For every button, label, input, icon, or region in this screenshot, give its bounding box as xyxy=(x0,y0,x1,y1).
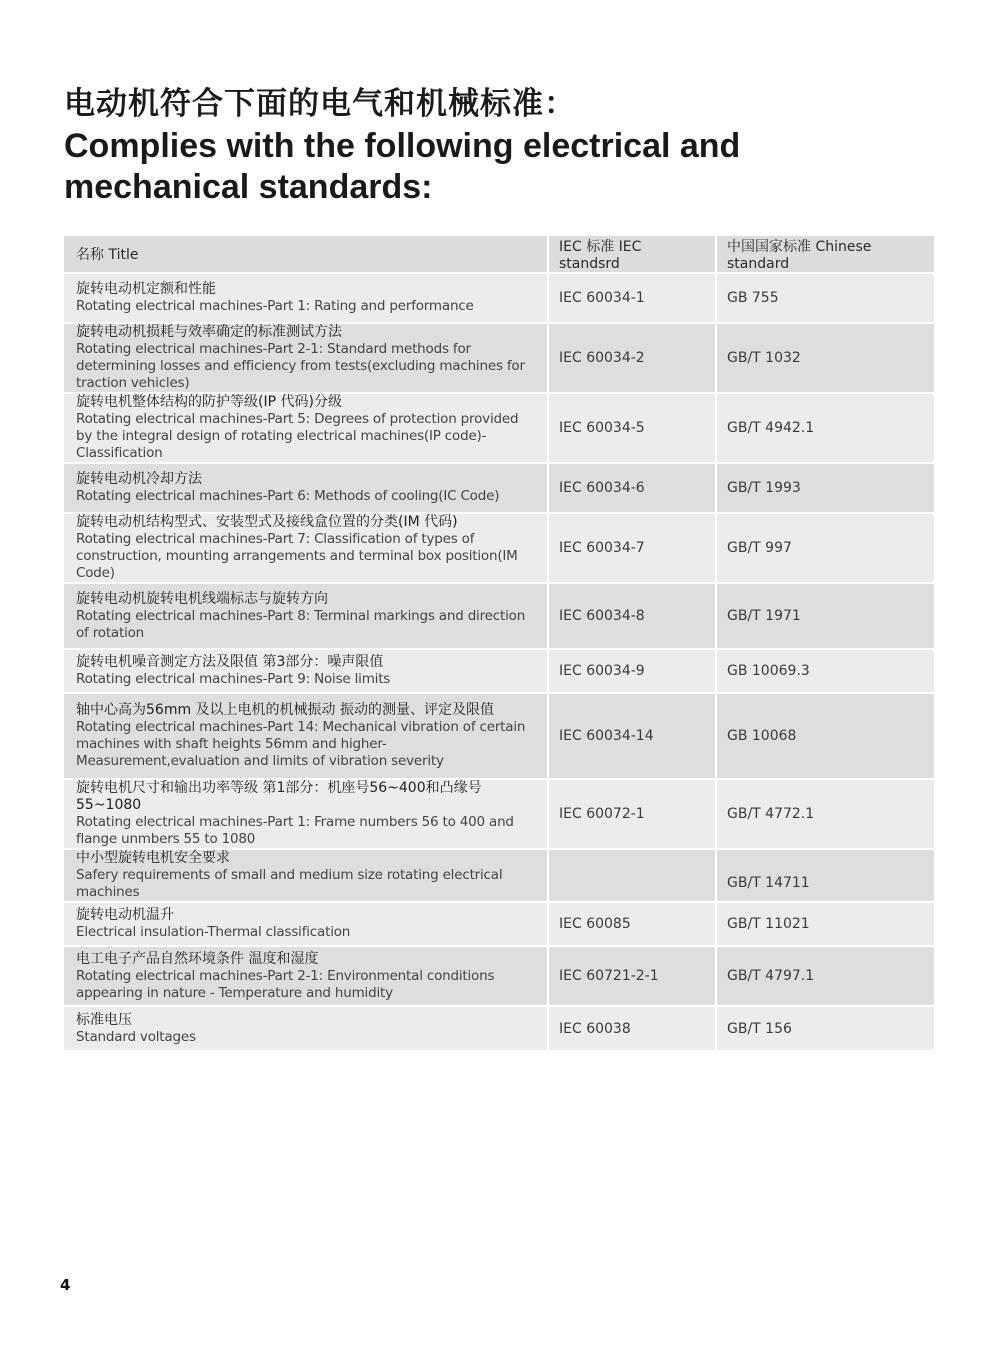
standards-table xyxy=(64,236,934,1050)
title-cell xyxy=(64,902,548,946)
table-row xyxy=(64,583,934,649)
title-chinese: 标准电压 xyxy=(76,1011,132,1028)
heading-chinese: 电动机符合下面的电气和机械标准： xyxy=(64,86,576,122)
iec-standard-cell: IEC 60072-1 xyxy=(548,779,716,849)
title-chinese: 旋转电动机定额和性能 xyxy=(76,281,216,297)
table-row xyxy=(64,1006,934,1050)
table-row xyxy=(64,779,934,849)
chinese-standard-cell: GB 10068 xyxy=(716,693,934,779)
title-cell xyxy=(64,946,548,1006)
chinese-standard-cell: GB/T 4942.1 xyxy=(716,393,934,463)
chinese-standard-cell: GB/T 1993 xyxy=(716,463,934,513)
chinese-standard-cell: GB/T 14711 xyxy=(716,849,934,902)
table-row xyxy=(64,323,934,393)
title-english: Rotating electrical machines-Part 7: Classification of types of construction, mounting arrangements and terminal box position(IM Code) xyxy=(76,531,518,581)
column-header-title: 名称 Title xyxy=(64,236,548,273)
title-english: Safery requirements of small and medium size rotating electrical machines xyxy=(76,867,503,900)
iec-standard-cell: IEC 60034-9 xyxy=(548,649,716,693)
iec-standard-cell: IEC 60721-2-1 xyxy=(548,946,716,1006)
title-cell xyxy=(64,463,548,513)
iec-standard-cell: IEC 60034-14 xyxy=(548,693,716,779)
title-chinese: 旋转电动机冷却方法 xyxy=(76,471,202,487)
column-header-chinese-standard: 中国国家标准 Chinese standard xyxy=(716,236,934,273)
title-english: Rotating electrical machines-Part 1: Frame numbers 56 to 400 and flange unmbers 55 to 1080 xyxy=(76,814,514,847)
title-chinese: 轴中心高为56mm 及以上电机的机械振动 振动的测量、评定及限值 xyxy=(76,702,494,718)
title-english: Rotating electrical machines-Part 2-1: Environmental conditions appearing in nature - Temperature and humidity xyxy=(76,967,495,1001)
table-row xyxy=(64,849,934,902)
title-chinese: 旋转电动机结构型式、安装型式及接线盒位置的分类(IM 代码) xyxy=(76,514,458,530)
title-chinese: 旋转电动机旋转电机线端标志与旋转方向 xyxy=(76,590,328,607)
title-cell xyxy=(64,393,548,463)
title-english: Electrical insulation-Thermal classification xyxy=(76,924,351,940)
table-row xyxy=(64,902,934,946)
chinese-standard-cell: GB/T 4772.1 xyxy=(716,779,934,849)
title-cell xyxy=(64,323,548,393)
title-english: Rotating electrical machines-Part 1: Rating and performance xyxy=(76,298,474,314)
iec-standard-cell: IEC 60034-1 xyxy=(548,273,716,323)
table-row xyxy=(64,693,934,779)
chinese-standard-cell: GB/T 1971 xyxy=(716,583,934,649)
iec-standard-cell: IEC 60034-2 xyxy=(548,323,716,393)
iec-standard-cell: IEC 60085 xyxy=(548,902,716,946)
iec-standard-cell: IEC 60034-8 xyxy=(548,583,716,649)
iec-standard-cell: IEC 60034-5 xyxy=(548,393,716,463)
iec-standard-cell xyxy=(548,849,716,902)
column-header-iec: IEC 标准 IEC standsrd xyxy=(548,236,716,273)
title-cell xyxy=(64,513,548,583)
chinese-standard-cell: GB/T 11021 xyxy=(716,902,934,946)
table-row xyxy=(64,513,934,583)
page-number: 4 xyxy=(60,1276,71,1294)
title-chinese: 旋转电动机温升 xyxy=(76,907,174,923)
iec-standard-cell: IEC 60034-7 xyxy=(548,513,716,583)
chinese-standard-cell: GB/T 997 xyxy=(716,513,934,583)
chinese-standard-cell: GB 10069.3 xyxy=(716,649,934,693)
title-english: Rotating electrical machines-Part 5: Degrees of protection provided by the integral design of rotating electrical machines(IP code)-Classification xyxy=(76,411,519,461)
title-english: Rotating electrical machines-Part 2-1: Standard methods for determining losses and efficiency from tests(excluding machines for traction vehicles) xyxy=(76,341,525,391)
title-cell xyxy=(64,1006,548,1050)
title-chinese: 电工电子产品自然环境条件 温度和湿度 xyxy=(76,950,319,967)
table-row xyxy=(64,946,934,1006)
title-cell xyxy=(64,779,548,849)
heading-english: Complies with the following electrical and mechanical standards: xyxy=(64,127,741,206)
chinese-standard-cell: GB/T 4797.1 xyxy=(716,946,934,1006)
chinese-standard-cell: GB/T 156 xyxy=(716,1006,934,1050)
title-english: Rotating electrical machines-Part 6: Methods of cooling(IC Code) xyxy=(76,488,500,504)
page-heading xyxy=(64,82,944,208)
iec-standard-cell: IEC 60034-6 xyxy=(548,463,716,513)
title-chinese: 旋转电机尺寸和输出功率等级 第1部分：机座号56~400和凸缘号55~1080 xyxy=(76,780,482,813)
iec-standard-cell: IEC 60038 xyxy=(548,1006,716,1050)
table-row xyxy=(64,393,934,463)
table-row xyxy=(64,649,934,693)
table-row xyxy=(64,463,934,513)
title-chinese: 中小型旋转电机安全要求 xyxy=(76,850,230,866)
title-english: Rotating electrical machines-Part 9: Noise limits xyxy=(76,671,391,687)
title-english: Rotating electrical machines-Part 8: Terminal markings and direction of rotation xyxy=(76,607,526,641)
title-cell xyxy=(64,273,548,323)
chinese-standard-cell: GB/T 1032 xyxy=(716,323,934,393)
table-row xyxy=(64,273,934,323)
title-cell xyxy=(64,583,548,649)
title-chinese: 旋转电动机损耗与效率确定的标准测试方法 xyxy=(76,324,342,340)
title-cell xyxy=(64,649,548,693)
title-cell xyxy=(64,849,548,902)
table-header-row xyxy=(64,236,934,273)
title-chinese: 旋转电机噪音测定方法及限值 第3部分：噪声限值 xyxy=(76,654,384,670)
title-english: Standard voltages xyxy=(76,1028,196,1045)
title-chinese: 旋转电机整体结构的防护等级(IP 代码)分级 xyxy=(76,394,342,410)
title-cell xyxy=(64,693,548,779)
chinese-standard-cell: GB 755 xyxy=(716,273,934,323)
title-english: Rotating electrical machines-Part 14: Mechanical vibration of certain machines with shaft heights 56mm and higher-Measurement,evaluation and limits of vibration severity xyxy=(76,719,526,769)
